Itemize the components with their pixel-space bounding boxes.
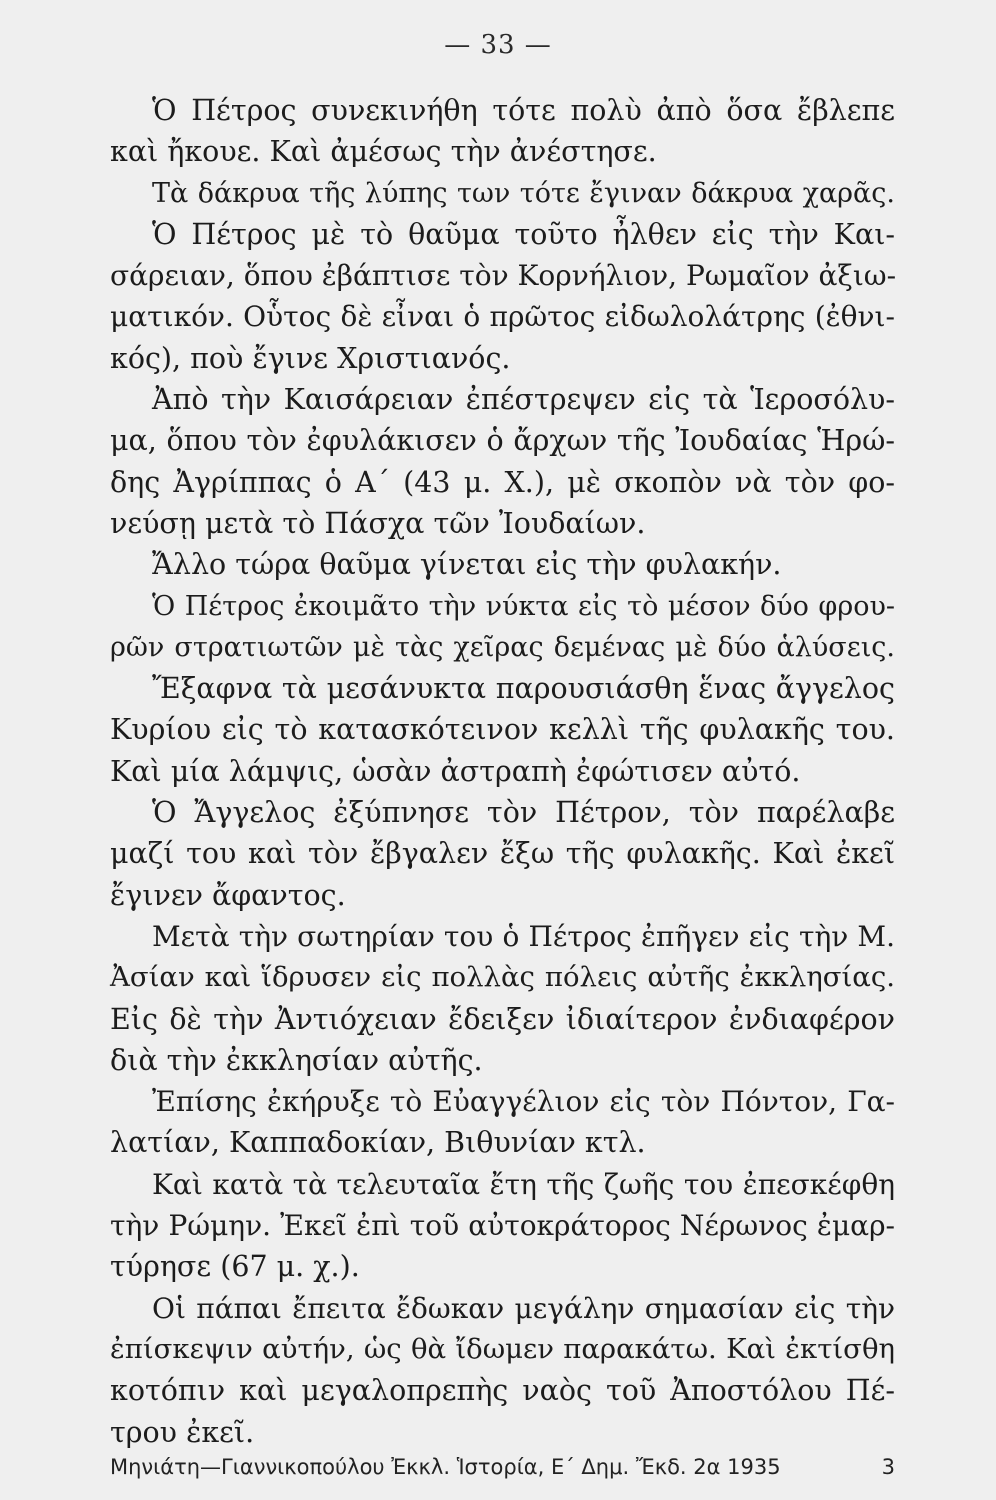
text-line: Οἱ πάπαι ἔπειτα ἔδωκαν μεγάλην σημασίαν εἰς τὴν	[152, 1291, 895, 1325]
text-line: Εἰς δὲ τὴν Ἀντιόχειαν ἔδειξεν ἰδιαίτερον ἐνδιαφέρον	[110, 1002, 895, 1036]
text-line: δης Ἀγρίππας ὁ Α΄ (43 μ. Χ.), μὲ σκοπὸν νὰ τὸν φο-	[110, 465, 895, 499]
text-line: Καὶ κατὰ τὰ τελευταῖα ἔτη τῆς ζωῆς του ἐπεσκέφθη	[152, 1167, 895, 1201]
text-line: ρῶν στρατιωτῶν μὲ τὰς χεῖρας δεμένας μὲ δύο ἁλύσεις.	[110, 631, 895, 663]
text-line: διὰ τὴν ἐκκλησίαν αὐτῆς.	[110, 1043, 483, 1077]
text-line: Κυρίου εἰς τὸ κατασκότεινον κελλὶ τῆς φυλακῆς του.	[110, 713, 895, 747]
text-line: Ἀσίαν καὶ ἵδρυσεν εἰς πολλὰς πόλεις αὐτῆς ἐκκλησίας.	[110, 961, 895, 994]
footer-signature: 3	[881, 1455, 895, 1479]
text-line: ἔγινεν ἄφαντος.	[110, 878, 346, 912]
text-line: Τὰ δάκρυα τῆς λύπης των τότε ἔγιναν δάκρυα χαρᾶς.	[152, 177, 895, 209]
text-line: νεύσῃ μετὰ τὸ Πάσχα τῶν Ἰουδαίων.	[110, 506, 646, 540]
text-line: Καὶ μία λάμψις, ὡσὰν ἀστραπὴ ἐφώτισεν αὐτό.	[110, 754, 801, 788]
text-line: Ἄλλο τώρα θαῦμα γίνεται εἰς τὴν φυλακήν.	[152, 548, 782, 582]
text-line: μαζί του καὶ τὸν ἔβγαλεν ἔξω τῆς φυλακῆς. Καὶ ἐκεῖ	[110, 837, 895, 871]
footer-citation: Μηνιάτη—Γιαννικοπούλου Ἐκκλ. Ἱστορία, Ε΄ Δημ. Ἔκδ. 2α 1935	[110, 1455, 781, 1479]
text-line: σάρειαν, ὅπου ἐβάπτισε τὸν Κορνήλιον, Ρωμαῖον ἀξιω-	[110, 259, 897, 293]
text-line: Ὁ Πέτρος μὲ τὸ θαῦμα τοῦτο ἦλθεν εἰς τὴν Και-	[152, 217, 895, 251]
footer	[110, 1455, 895, 1479]
text-line: ματικόν. Οὗτος δὲ εἶναι ὁ πρῶτος εἰδωλολάτρης (ἐθνι-	[110, 300, 895, 334]
text-line: λατίαν, Καππαδοκίαν, Βιθυνίαν κτλ.	[110, 1126, 646, 1160]
body-text	[110, 90, 895, 1453]
text-line: τὴν Ρώμην. Ἐκεῖ ἐπὶ τοῦ αὐτοκράτορος Νέρωνος ἐμαρ-	[110, 1209, 895, 1243]
text-line: κοτόπιν καὶ μεγαλοπρεπὴς ναὸς τοῦ Ἀποστόλου Πέ-	[110, 1374, 895, 1408]
text-line: Μετὰ τὴν σωτηρίαν του ὁ Πέτρος ἐπῆγεν εἰς τὴν Μ.	[152, 919, 895, 953]
text-line: Ἐπίσης ἐκήρυξε τὸ Εὐαγγέλιον εἰς τὸν Πόντον, Γα-	[152, 1085, 895, 1119]
text-line: Ὁ Πέτρος συνεκινήθη τότε πολὺ ἀπὸ ὅσα ἔβλεπε	[152, 94, 895, 127]
text-line: Ἀπὸ τὴν Καισάρειαν ἐπέστρεψεν εἰς τὰ Ἱεροσόλυ-	[152, 383, 895, 417]
text-line: κός), ποὺ ἔγινε Χριστιανός.	[110, 341, 511, 375]
text-line: Ὁ Πέτρος ἐκοιμᾶτο τὴν νύκτα εἰς τὸ μέσον δύο φρου-	[152, 590, 895, 622]
text-line: τύρησε (67 μ. χ.).	[110, 1250, 360, 1284]
text-line: τρου ἐκεῖ.	[110, 1415, 255, 1449]
text-line: Ὁ Ἄγγελος ἐξύπνησε τὸν Πέτρον, τὸν παρέλαβε	[152, 796, 895, 830]
text-line: μα, ὅπου τὸν ἐφυλάκισεν ὁ ἄρχων τῆς Ἰουδαίας Ἡρώ-	[110, 424, 895, 458]
text-line: καὶ ἤκουε. Καὶ ἀμέσως τὴν ἀνέστησε.	[110, 135, 657, 169]
page-number: — 33 —	[444, 30, 552, 60]
text-line: Ἔξαφνα τὰ μεσάνυκτα παρουσιάσθη ἕνας ἄγγελος	[152, 672, 895, 706]
text-line: ἐπίσκεψιν αὐτήν, ὡς θὰ ἴδωμεν παρακάτω. Καὶ ἐκτίσθη	[110, 1332, 895, 1365]
